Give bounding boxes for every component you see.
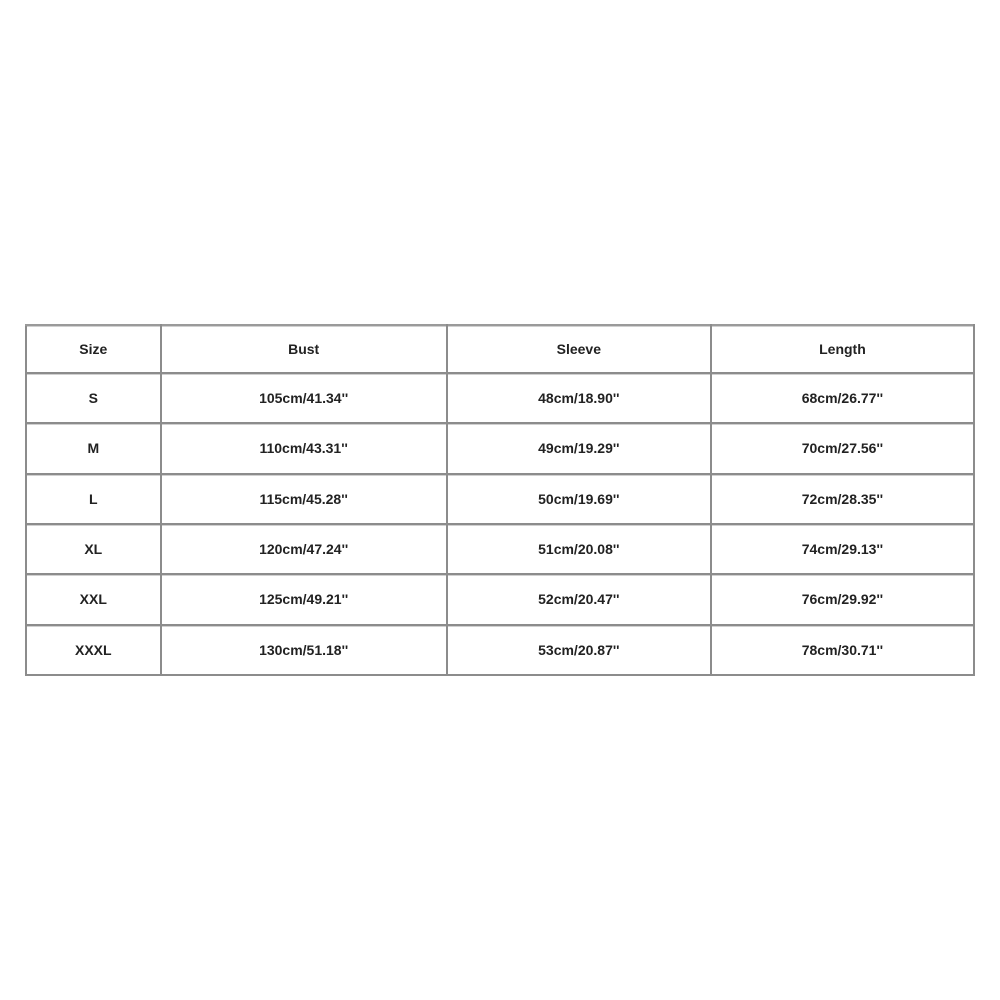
cell-bust: 105cm/41.34'' bbox=[161, 373, 447, 423]
cell-size: L bbox=[26, 474, 161, 524]
cell-sleeve: 53cm/20.87'' bbox=[447, 625, 711, 675]
header-sleeve: Sleeve bbox=[447, 325, 711, 373]
cell-sleeve: 49cm/19.29'' bbox=[447, 423, 711, 473]
cell-bust: 125cm/49.21'' bbox=[161, 574, 447, 624]
cell-length: 74cm/29.13'' bbox=[711, 524, 974, 574]
cell-size: M bbox=[26, 423, 161, 473]
cell-sleeve: 50cm/19.69'' bbox=[447, 474, 711, 524]
cell-bust: 110cm/43.31'' bbox=[161, 423, 447, 473]
cell-sleeve: 52cm/20.47'' bbox=[447, 574, 711, 624]
cell-length: 70cm/27.56'' bbox=[711, 423, 974, 473]
table-row bbox=[26, 574, 974, 624]
cell-bust: 115cm/45.28'' bbox=[161, 474, 447, 524]
header-length: Length bbox=[711, 325, 974, 373]
cell-bust: 130cm/51.18'' bbox=[161, 625, 447, 675]
table-row bbox=[26, 625, 974, 675]
header-row bbox=[26, 325, 974, 373]
cell-length: 76cm/29.92'' bbox=[711, 574, 974, 624]
cell-bust: 120cm/47.24'' bbox=[161, 524, 447, 574]
table-row bbox=[26, 524, 974, 574]
cell-sleeve: 51cm/20.08'' bbox=[447, 524, 711, 574]
table-row bbox=[26, 373, 974, 423]
cell-size: S bbox=[26, 373, 161, 423]
cell-length: 78cm/30.71'' bbox=[711, 625, 974, 675]
header-size: Size bbox=[26, 325, 161, 373]
cell-sleeve: 48cm/18.90'' bbox=[447, 373, 711, 423]
cell-length: 68cm/26.77'' bbox=[711, 373, 974, 423]
cell-size: XXXL bbox=[26, 625, 161, 675]
table-row bbox=[26, 423, 974, 473]
table-row bbox=[26, 474, 974, 524]
size-chart-table bbox=[25, 324, 975, 676]
cell-size: XL bbox=[26, 524, 161, 574]
cell-size: XXL bbox=[26, 574, 161, 624]
cell-length: 72cm/28.35'' bbox=[711, 474, 974, 524]
header-bust: Bust bbox=[161, 325, 447, 373]
